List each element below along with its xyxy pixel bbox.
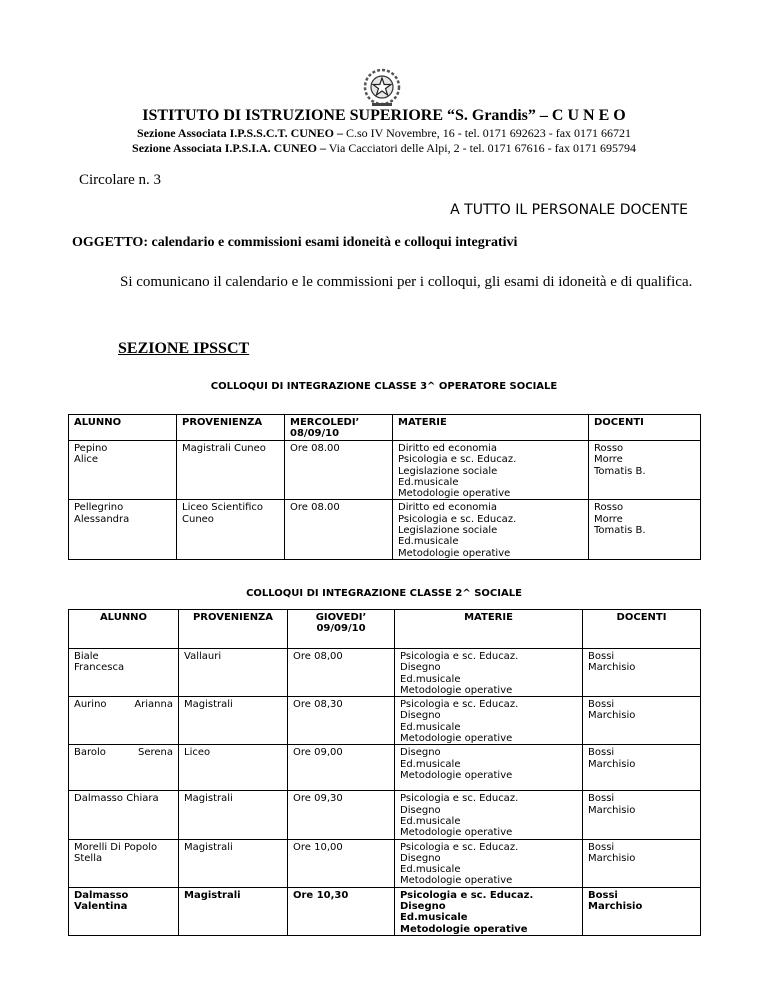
student-name-line: Alessandra (74, 513, 130, 525)
student-name-line: Dalmasso Chiara (74, 793, 159, 805)
subject-line: Disegno (400, 852, 441, 864)
student-name-line: Stella (74, 852, 103, 864)
student-name-part: Barolo (74, 747, 106, 759)
teacher-line: Morre (594, 513, 623, 525)
cell-materie (395, 887, 583, 935)
subject-line: Psicologia e sc. Educaz. (400, 793, 519, 805)
recipient-line: A TUTTO IL PERSONALE DOCENTE (450, 202, 688, 218)
cell-provenienza: Vallauri (179, 649, 288, 697)
cell-materie (393, 441, 589, 500)
table2-header-docenti: DOCENTI (583, 610, 701, 649)
subject-line: Ed.musicale (400, 912, 468, 924)
cell-provenienza: Magistrali (179, 887, 288, 935)
subject-line: Disegno (400, 662, 441, 674)
subject-line: Metodologie operative (400, 875, 513, 887)
student-name-line: Francesca (74, 662, 125, 674)
cell-alunno (69, 500, 177, 559)
cell-alunno (69, 839, 179, 887)
section-contacts-ipsia: Via Cacciatori delle Alpi, 2 - tel. 0171 67616 - fax 0171 695794 (325, 141, 636, 155)
teacher-line: Marchisio (588, 710, 636, 722)
subject-line: Metodologie operative (400, 827, 513, 839)
cell-materie (395, 839, 583, 887)
cell-provenienza: Liceo (179, 745, 288, 791)
subject-line: Metodologie operative (400, 684, 513, 696)
cell-provenienza: Magistrali (179, 697, 288, 745)
teacher-line: Rosso (594, 502, 624, 514)
table1-header-date: MERCOLEDI’ 08/09/10 (285, 415, 393, 441)
subject-line: Ed.musicale (398, 476, 459, 488)
table2-header-provenienza: PROVENIENZA (179, 610, 288, 649)
teacher-line: Marchisio (588, 758, 636, 770)
teacher-line: Marchisio (588, 662, 636, 674)
cell-docenti (583, 649, 701, 697)
teacher-line: Bossi (588, 841, 615, 853)
table-row (69, 791, 701, 839)
cell-ora: Ore 10,00 (288, 839, 395, 887)
student-name-line: Dalmasso (74, 889, 129, 901)
section-address-ipssct (0, 126, 768, 141)
subject-line: Ed.musicale (398, 536, 459, 548)
cell-docenti (583, 697, 701, 745)
table-row (69, 745, 701, 791)
cell-docenti (583, 791, 701, 839)
teacher-line: Marchisio (588, 804, 636, 816)
section-title: SEZIONE IPSSCT (118, 340, 250, 357)
table1-header-docenti: DOCENTI (589, 415, 701, 441)
cell-docenti (583, 887, 701, 935)
cell-alunno (69, 441, 177, 500)
student-name-line: Pellegrino (74, 502, 124, 514)
cell-ora: Ore 08,00 (288, 649, 395, 697)
table2 (68, 609, 701, 936)
cell-alunno (69, 697, 179, 745)
student-name-line: Pepino (74, 443, 108, 454)
table2-header-date: GIOVEDI’ 09/09/10 (288, 610, 395, 649)
table2-caption: COLLOQUI DI INTEGRAZIONE CLASSE 2^ SOCIALE (246, 588, 522, 599)
subject-line: Metodologie operative (398, 488, 511, 500)
table2-header-row (69, 610, 701, 649)
student-name-part: Arianna (134, 699, 173, 711)
student-name-line: Morelli Di Popolo (74, 841, 158, 853)
section-contacts-ipssct: C.so IV Novembre, 16 - tel. 0171 692623 - fax 0171 66721 (342, 126, 632, 140)
cell-docenti (589, 500, 701, 559)
cell-ora: Ore 09,00 (288, 745, 395, 791)
origin-line: Liceo Scientifico (182, 502, 264, 514)
subject-line: Ed.musicale (400, 864, 461, 876)
school-title: ISTITUTO DI ISTRUZIONE SUPERIORE “S. Grandis” – C U N E O (142, 107, 626, 124)
cell-alunno (69, 745, 179, 791)
cell-materie (395, 649, 583, 697)
subject-line: Disegno (400, 901, 446, 913)
subject-line: Psicologia e sc. Educaz. (400, 699, 519, 711)
cell-docenti (583, 745, 701, 791)
subject-line: Psicologia e sc. Educaz. (400, 651, 519, 662)
subject-line: Diritto ed economia (398, 502, 498, 514)
teacher-line: Bossi (588, 747, 615, 759)
origin-line: Cuneo (182, 513, 214, 525)
student-name-part: Serena (137, 747, 173, 759)
cell-ora: Ore 09,30 (288, 791, 395, 839)
teacher-line: Marchisio (588, 901, 643, 913)
subject-line: Psicologia e sc. Educaz. (400, 841, 519, 853)
cell-materie (395, 791, 583, 839)
cell-materie (393, 500, 589, 559)
subject-line: OGGETTO: calendario e commissioni esami idoneità e colloqui integrativi (72, 235, 518, 250)
subject-line: Psicologia e sc. Educaz. (400, 889, 534, 901)
cell-materie (395, 697, 583, 745)
table1-header-row (69, 415, 701, 441)
subject-line: Disegno (400, 804, 441, 816)
table2-header-materie: MATERIE (395, 610, 583, 649)
cell-docenti (589, 441, 701, 500)
subject-line: Psicologia e sc. Educaz. (398, 454, 517, 466)
table1-header-materie: MATERIE (393, 415, 589, 441)
table1 (68, 414, 701, 560)
origin-line: Magistrali Cuneo (182, 443, 266, 454)
subject-line: Ed.musicale (400, 673, 461, 685)
student-name-line: Valentina (74, 901, 128, 913)
subject-line: Metodologie operative (400, 769, 513, 781)
table-row (69, 697, 701, 745)
student-name-line: Biale (74, 651, 99, 662)
table1-header-alunno: ALUNNO (69, 415, 177, 441)
section-name-ipsia: Sezione Associata I.P.S.I.A. CUNEO – (132, 141, 326, 155)
teacher-line: Bossi (588, 889, 618, 901)
cell-alunno (69, 649, 179, 697)
student-name-part: Aurino (74, 699, 107, 711)
cell-ora: Ore 08,30 (288, 697, 395, 745)
subject-line: Diritto ed economia (398, 443, 498, 454)
cell-ora: Ore 10,30 (288, 887, 395, 935)
subject-line: Disegno (400, 710, 441, 722)
student-name (74, 699, 173, 710)
subject-line: Legislazione sociale (398, 525, 498, 537)
cell-provenienza: Magistrali (179, 791, 288, 839)
table-row (69, 500, 701, 559)
cell-provenienza: Magistrali (179, 839, 288, 887)
cell-materie (395, 745, 583, 791)
section-name-ipssct: Sezione Associata I.P.S.S.C.T. CUNEO – (136, 126, 343, 140)
cell-alunno (69, 791, 179, 839)
italian-republic-emblem-icon (360, 66, 404, 110)
teacher-line: Tomatis B. (594, 525, 646, 537)
cell-provenienza (177, 441, 285, 500)
subject-line: Ed.musicale (400, 758, 461, 770)
subject-line: Ed.musicale (400, 721, 461, 733)
subject-line: Disegno (400, 747, 441, 759)
table1-caption: COLLOQUI DI INTEGRAZIONE CLASSE 3^ OPERATORE SOCIALE (210, 381, 558, 392)
section-address-ipsia (0, 141, 768, 156)
teacher-line: Rosso (594, 443, 624, 454)
teacher-line: Morre (594, 454, 623, 466)
subject-line: Ed.musicale (400, 815, 461, 827)
teacher-line: Bossi (588, 699, 615, 711)
teacher-line: Bossi (588, 793, 615, 805)
cell-ora: Ore 08.00 (285, 441, 393, 500)
subject-line: Metodologie operative (400, 923, 528, 935)
teacher-line: Bossi (588, 651, 615, 662)
table-row (69, 441, 701, 500)
teacher-line: Marchisio (588, 852, 636, 864)
student-name (74, 747, 173, 758)
table-row (69, 887, 701, 935)
circular-number: Circolare n. 3 (79, 172, 162, 188)
student-name-line: Alice (74, 454, 99, 466)
cell-alunno (69, 887, 179, 935)
subject-line: Psicologia e sc. Educaz. (398, 513, 517, 525)
subject-line: Metodologie operative (398, 547, 511, 559)
table-row (69, 839, 701, 887)
body-paragraph: Si comunicano il calendario e le commissioni per i colloqui, gli esami di idoneità e di qualifica. (120, 274, 693, 290)
table-row (69, 649, 701, 697)
table2-header-alunno: ALUNNO (69, 610, 179, 649)
subject-line: Legislazione sociale (398, 465, 498, 477)
subject-line: Metodologie operative (400, 733, 513, 745)
cell-docenti (583, 839, 701, 887)
teacher-line: Tomatis B. (594, 465, 646, 477)
cell-ora: Ore 08.00 (285, 500, 393, 559)
cell-provenienza (177, 500, 285, 559)
table1-header-provenienza: PROVENIENZA (177, 415, 285, 441)
